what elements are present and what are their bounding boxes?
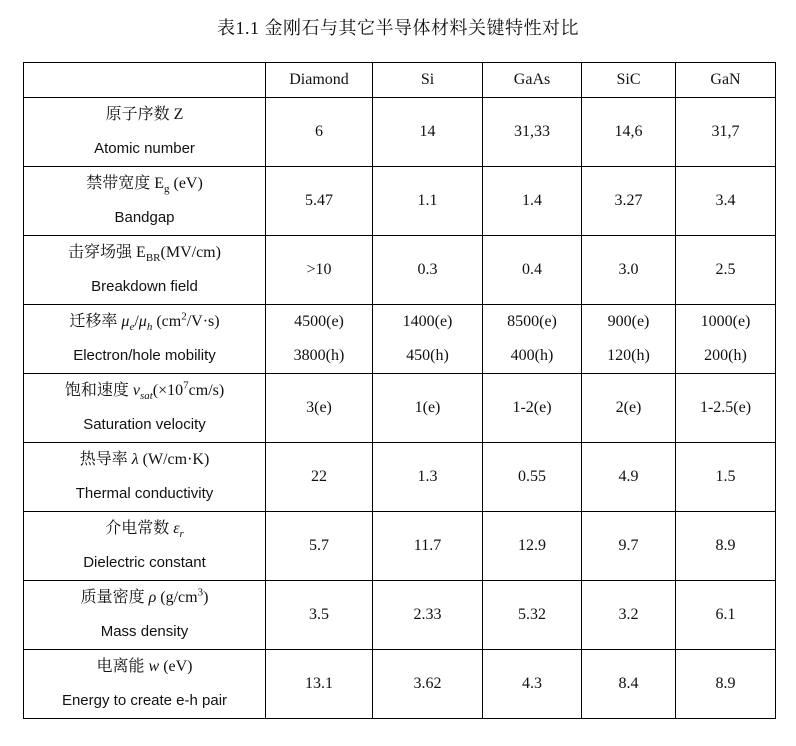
property-en: Breakdown field [91,278,198,295]
comparison-table [23,62,776,719]
value-electron: 1000(e) [700,313,751,330]
property-zh-unit: (g/cm [156,589,198,606]
value-cell: 9.7 [582,512,676,581]
property-zh-unit-tail: ) [203,589,209,606]
value-electron: 4500(e) [294,313,344,330]
value-cell: 3.5 [266,581,373,650]
value-cell: 3.27 [582,167,676,236]
value-cell: 14 [373,98,483,167]
property-cell [24,236,266,305]
property-zh-main: 电离能 [96,658,149,675]
value-cell: 4.3 [483,650,582,719]
value-electron: 900(e) [607,313,650,330]
property-en: Atomic number [94,140,195,157]
value-cell: 1.3 [373,443,483,512]
unit-superscript: 3 [197,586,204,599]
value-cell: 12.9 [483,512,582,581]
value-cell: 8.9 [676,650,776,719]
value-cell: 14,6 [582,98,676,167]
value-cell: 13.1 [266,650,373,719]
value-cell: 2.33 [373,581,483,650]
property-zh-main: 质量密度 [80,589,149,606]
value-cell: 3.2 [582,581,676,650]
table-row [24,650,776,719]
property-zh-unit: (cm [152,313,182,330]
value-cell: 3.0 [582,236,676,305]
property-cell [24,581,266,650]
symbol-subscript-h: h [146,321,153,334]
property-zh-subscript: g [163,183,170,196]
table-row [24,98,776,167]
value-cell: 5.47 [266,167,373,236]
symbol-mu-e: μ [121,313,130,330]
property-zh-main: 介电常数 [105,520,174,537]
header-diamond: Diamond [266,63,373,98]
property-zh [24,650,265,684]
property-zh-unit: (W/cm·K) [138,451,210,468]
symbol-slash: / [134,313,139,330]
table-header-row [24,63,776,98]
value-cell: 3(e) [266,374,373,443]
property-cell [24,650,266,719]
property-cell [24,443,266,512]
property-cell [24,374,266,443]
value-cell: 2.5 [676,236,776,305]
property-zh-main: 饱和速度 [64,382,133,399]
header-sic: SiC [582,63,676,98]
table-row [24,512,776,581]
value-cell: 1-2.5(e) [676,374,776,443]
value-cell [483,305,582,374]
property-zh [24,512,265,546]
property-en: Thermal conductivity [75,485,214,502]
value-cell: 2(e) [582,374,676,443]
value-cell: 5.7 [266,512,373,581]
property-en: Saturation velocity [83,416,206,433]
property-zh [24,374,265,408]
value-hole: 3800(h) [293,347,345,364]
property-en: Mass density [100,623,189,640]
property-zh-main: 禁带宽度 E [86,175,164,192]
property-zh-unit: (eV) [169,175,203,192]
property-zh-unit-tail: /V·s) [186,313,220,330]
property-zh [24,581,265,615]
symbol-w: w [148,658,160,675]
value-cell: 0.4 [483,236,582,305]
value-electron: 8500(e) [507,313,557,330]
value-cell: 31,7 [676,98,776,167]
symbol-mu-h: μ [138,313,147,330]
property-zh-unit: (eV) [159,658,193,675]
value-cell [676,305,776,374]
header-corner [24,63,266,98]
header-gaas: GaAs [483,63,582,98]
value-cell: 3.4 [676,167,776,236]
value-cell [582,305,676,374]
value-cell: 1-2(e) [483,374,582,443]
value-cell: 6 [266,98,373,167]
property-cell [24,512,266,581]
table-row [24,443,776,512]
property-zh [24,167,265,201]
property-en: Energy to create e-h pair [61,692,228,709]
value-cell [266,305,373,374]
value-hole: 200(h) [704,347,747,364]
value-cell: >10 [266,236,373,305]
property-cell [24,98,266,167]
property-zh: 原子序数 Z [105,106,184,123]
value-hole: 450(h) [406,347,449,364]
value-cell: 1.4 [483,167,582,236]
value-cell: 1.5 [676,443,776,512]
symbol-subscript-e: e [129,321,135,334]
symbol-subscript-sat: sat [139,390,153,403]
table-row [24,374,776,443]
value-electron: 1400(e) [402,313,453,330]
value-cell: 11.7 [373,512,483,581]
property-zh [24,236,265,270]
value-cell: 8.9 [676,512,776,581]
unit-superscript: 7 [183,379,189,392]
property-zh-unit: (×10 [152,382,184,399]
property-zh-subscript: BR [145,252,161,265]
property-en: Dielectric constant [83,554,206,571]
value-cell: 0.3 [373,236,483,305]
value-hole: 120(h) [607,347,650,364]
value-cell: 31,33 [483,98,582,167]
symbol-rho: ρ [148,589,157,606]
property-zh-unit-tail: cm/s) [188,382,225,399]
value-cell: 4.9 [582,443,676,512]
value-cell: 1.1 [373,167,483,236]
value-cell: 8.4 [582,650,676,719]
header-gan: GaN [676,63,776,98]
property-zh-main: 迁移率 [69,313,122,330]
property-en: Bandgap [114,209,175,226]
property-zh [24,443,265,477]
table-row [24,305,776,374]
property-cell [24,167,266,236]
table-row [24,581,776,650]
value-hole: 400(h) [510,347,554,364]
table-row [24,236,776,305]
property-zh-main: 热导率 [79,451,132,468]
table-caption: 表1.1 金刚石与其它半导体材料关键特性对比 [217,18,579,38]
symbol-lambda: λ [131,451,139,468]
symbol-subscript-r: r [179,528,184,541]
property-zh-main: 击穿场强 E [68,244,146,261]
value-cell: 22 [266,443,373,512]
header-si: Si [373,63,483,98]
table-row [24,167,776,236]
property-zh-unit: (MV/cm) [160,244,221,261]
value-cell: 6.1 [676,581,776,650]
value-cell: 0.55 [483,443,582,512]
value-cell: 1(e) [373,374,483,443]
symbol-epsilon: ε [173,520,180,537]
property-cell [24,305,266,374]
symbol-v: v [132,382,140,399]
value-cell: 3.62 [373,650,483,719]
unit-superscript: 2 [181,310,187,323]
value-cell: 5.32 [483,581,582,650]
property-zh [24,305,265,339]
property-en: Electron/hole mobility [73,347,216,364]
value-cell [373,305,483,374]
